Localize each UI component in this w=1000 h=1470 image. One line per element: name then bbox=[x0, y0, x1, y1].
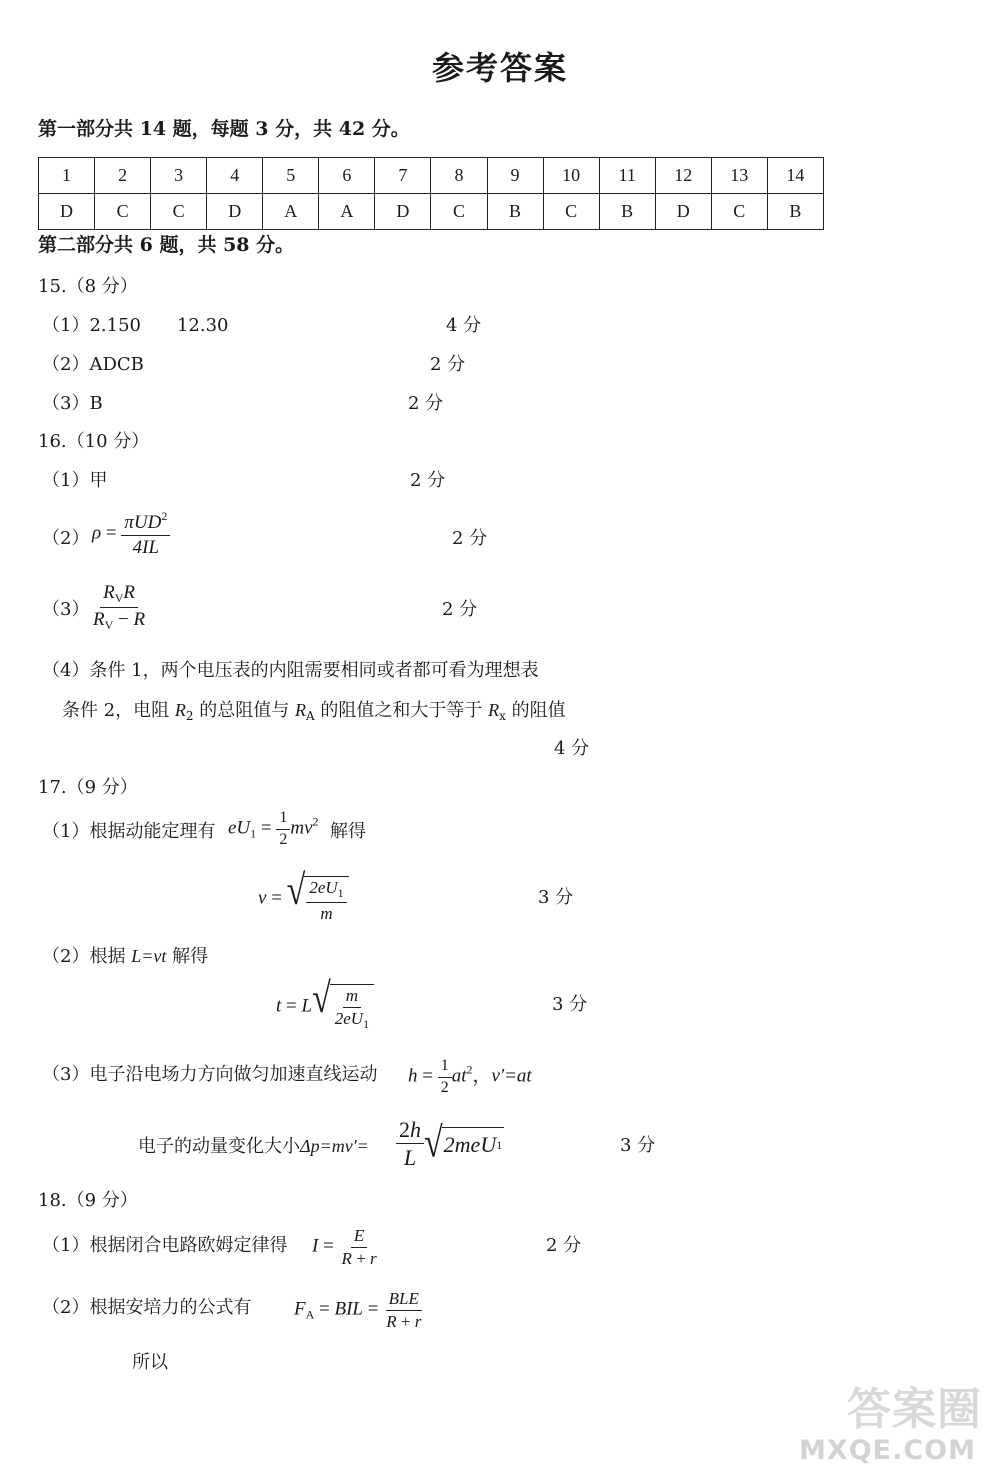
page-title: 参考答案 bbox=[431, 49, 568, 87]
part1-heading: 第一部分共 14 题，每题 3 分，共 42 分。 bbox=[38, 118, 410, 140]
q16-score3: 2 分 bbox=[442, 599, 478, 620]
q16-line4: （4）条件 1，两个电压表的内阻需要相同或者都可看为理想表 bbox=[42, 660, 539, 681]
question-number-cell: 13 bbox=[711, 158, 767, 194]
q17-score2: 3 分 bbox=[552, 994, 588, 1015]
q15-line3: （3）B bbox=[42, 393, 103, 414]
q18-line3: 所以 bbox=[132, 1352, 168, 1373]
answer-cell: B bbox=[487, 194, 543, 230]
question-number-cell: 10 bbox=[543, 158, 599, 194]
watermark-url: MXQE.COM bbox=[799, 1435, 976, 1466]
answer-table-number-row bbox=[39, 158, 824, 194]
time-formula: t = L √ $\frac{m}{2eU_1}$ bbox=[276, 984, 374, 1030]
answer-cell: C bbox=[95, 194, 151, 230]
q17-line2: （2）根据 L=vt 解得 bbox=[42, 946, 209, 967]
displacement-formula: h = $\frac{1}{2}$ $at^2$，v′=at bbox=[408, 1057, 532, 1096]
part2-heading: 第二部分共 6 题，共 58 分。 bbox=[38, 234, 295, 256]
current-formula: I = $\frac{E}{R + r}$ bbox=[312, 1226, 377, 1268]
kinetic-energy-formula: $eU_1$ = $\frac{1}{2}$ $mv^2$ bbox=[228, 809, 319, 848]
q15-line1: （1）2.150 12.30 bbox=[42, 315, 229, 336]
q15-score2: 2 分 bbox=[430, 354, 466, 375]
question-number-cell: 1 bbox=[39, 158, 95, 194]
question-number-cell: 6 bbox=[319, 158, 375, 194]
question-number-cell: 8 bbox=[431, 158, 487, 194]
q16-score2: 2 分 bbox=[452, 528, 488, 549]
q17-line1: （1）根据动能定理有 bbox=[42, 821, 216, 842]
resistance-formula: $\frac{R_VR}{R_V - R}$ bbox=[93, 582, 146, 632]
q16-score1: 2 分 bbox=[410, 470, 446, 491]
answer-cell: D bbox=[655, 194, 711, 230]
q18-header: 18.（9 分） bbox=[38, 1190, 138, 1211]
question-number-cell: 11 bbox=[599, 158, 655, 194]
question-number-cell: 7 bbox=[375, 158, 431, 194]
q15-line2: （2）ADCB bbox=[42, 354, 144, 375]
q17-score1: 3 分 bbox=[538, 887, 574, 908]
q16-score4: 4 分 bbox=[554, 738, 590, 759]
q16-line1: （1）甲 bbox=[42, 470, 108, 491]
velocity-formula: v = √ $\frac{2eU_1}{m}$ bbox=[258, 876, 349, 922]
answer-cell: D bbox=[39, 194, 95, 230]
answer-cell: C bbox=[151, 194, 207, 230]
q16-line3-label: （3） bbox=[42, 599, 90, 620]
question-number-cell: 5 bbox=[263, 158, 319, 194]
answer-cell: C bbox=[431, 194, 487, 230]
q17-line4: 电子的动量变化大小Δp=mv′= bbox=[138, 1136, 369, 1157]
q17-line3: （3）电子沿电场力方向做匀加速直线运动 bbox=[42, 1064, 378, 1085]
answer-cell: A bbox=[319, 194, 375, 230]
resistivity-formula: ρ = $\frac{\pi UD^2}{4IL}$ bbox=[92, 510, 170, 558]
answer-table bbox=[38, 157, 824, 230]
momentum-formula: $\frac{2h}{L}$ √ 2meU 1 bbox=[396, 1118, 504, 1169]
answer-cell: C bbox=[711, 194, 767, 230]
q16-header: 16.（10 分） bbox=[38, 431, 150, 452]
question-number-cell: 12 bbox=[655, 158, 711, 194]
q17-header: 17.（9 分） bbox=[38, 777, 138, 798]
question-number-cell: 3 bbox=[151, 158, 207, 194]
q15-score1: 4 分 bbox=[446, 315, 482, 336]
q15-header: 15.（8 分） bbox=[38, 276, 138, 297]
ampere-force-formula: $F_A$ = BIL = $\frac{\text{BLE}}{R + r}$ bbox=[294, 1289, 422, 1331]
question-number-cell: 2 bbox=[95, 158, 151, 194]
q17-line1-suffix: 解得 bbox=[330, 821, 366, 842]
q16-line2-label: （2） bbox=[42, 528, 90, 549]
answer-cell: B bbox=[767, 194, 823, 230]
answer-cell: A bbox=[263, 194, 319, 230]
answer-table-answer-row bbox=[39, 194, 824, 230]
q16-line5: 条件 2，电阻 $R_2$ 的总阻值与 $R_A$ 的阻值之和大于等于 $R_x$ 的阻值 bbox=[62, 700, 566, 723]
question-number-cell: 9 bbox=[487, 158, 543, 194]
q18-line2: （2）根据安培力的公式有 bbox=[42, 1297, 252, 1318]
q18-line1: （1）根据闭合电路欧姆定律得 bbox=[42, 1235, 288, 1256]
question-number-cell: 4 bbox=[207, 158, 263, 194]
watermark-logo: 答案圈 bbox=[847, 1384, 982, 1435]
q17-score3: 3 分 bbox=[620, 1135, 656, 1156]
answer-cell: D bbox=[375, 194, 431, 230]
answer-cell: D bbox=[207, 194, 263, 230]
answer-cell: C bbox=[543, 194, 599, 230]
answer-cell: B bbox=[599, 194, 655, 230]
question-number-cell: 14 bbox=[767, 158, 823, 194]
q15-score3: 2 分 bbox=[408, 393, 444, 414]
q18-score1: 2 分 bbox=[546, 1235, 582, 1256]
